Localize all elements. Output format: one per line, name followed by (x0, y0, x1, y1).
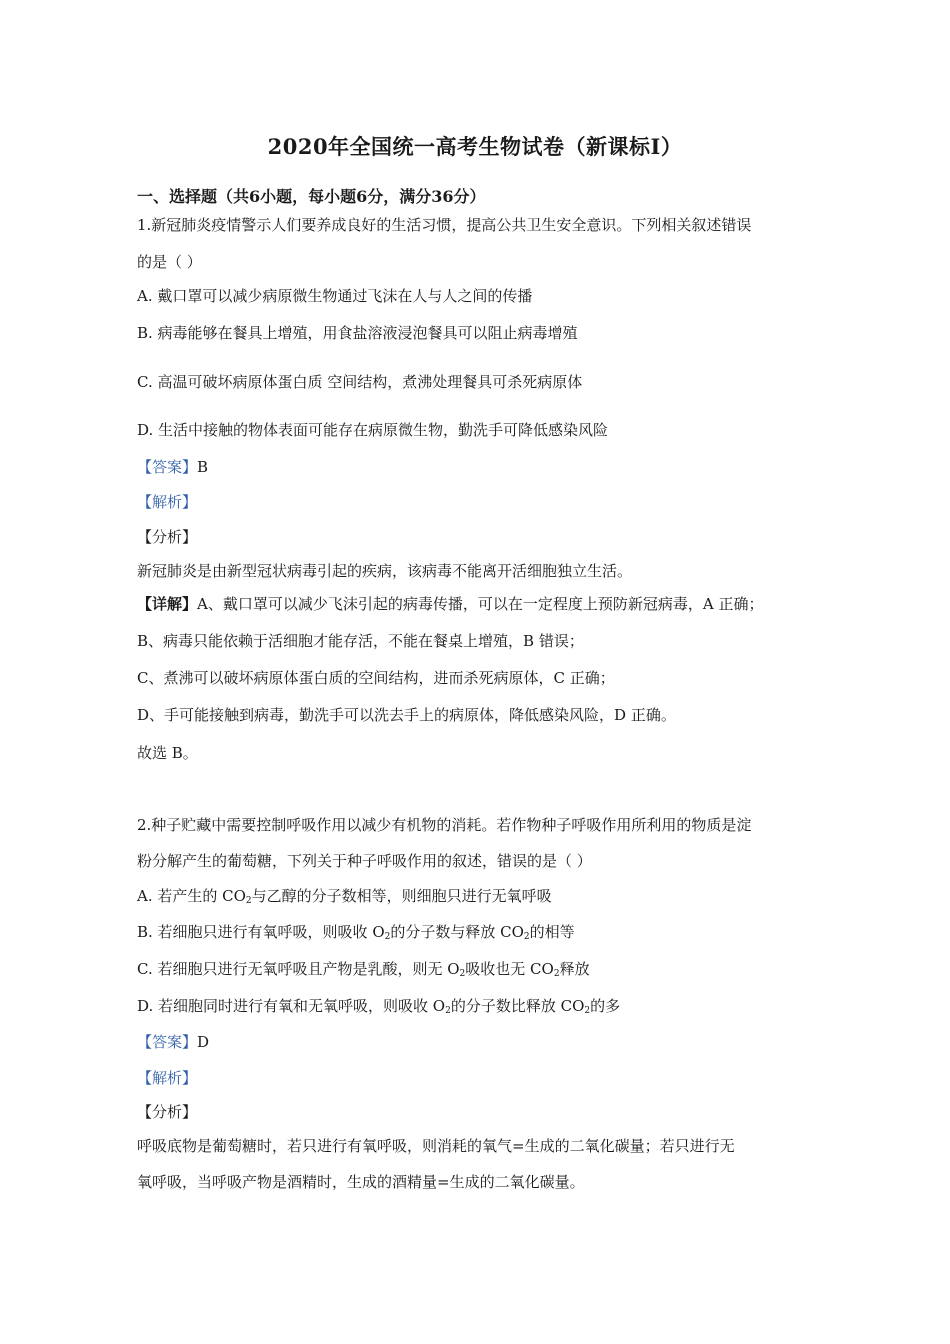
q1-answer (137, 456, 827, 478)
q2-option-c-part3: 释放 (559, 960, 590, 978)
q2-option-b-part1: B. 若细胞只进行有氧呼吸，则吸收 O (137, 923, 385, 941)
q2-option-d-part3: 的多 (590, 997, 621, 1015)
q2-option-a-part1: A. 若产生的 CO (137, 887, 246, 905)
q2-stem-line2: 粉分解产生的葡萄糖，下列关于种子呼吸作用的叙述，错误的是（ ） (137, 852, 592, 870)
q2-option-a (137, 885, 827, 907)
q2-option-b-sub1: 2 (384, 932, 391, 942)
q1-fenxi-text: 新冠肺炎是由新型冠状病毒引起的疾病，该病毒不能离开活细胞独立生活。 (137, 562, 633, 580)
q2-fenxi-tag: 【分析】 (137, 1103, 198, 1121)
q1-detail-d: D、手可能接触到病毒，勤洗手可以洗去手上的病原体，降低感染风险，D 正确。 (137, 706, 676, 724)
q2-option-a-part2: 与乙醇的分子数相等，则细胞只进行无氧呼吸 (251, 887, 552, 905)
q2-option-d-part2: 的分子数比释放 CO (450, 997, 585, 1015)
q2-option-c-part1: C. 若细胞只进行无氧呼吸且产物是乳酸，则无 O (137, 960, 460, 978)
q2-option-b-part2: 的分子数与释放 CO (390, 923, 524, 941)
detail-tag: 【详解】 (137, 595, 198, 613)
q2-option-b-part3: 的相等 (529, 923, 575, 941)
q2-fenxi-line2: 氧呼吸，当呼吸产物是酒精时，生成的酒精量=生成的二氧化碳量。 (137, 1173, 585, 1191)
q2-option-d (137, 995, 827, 1017)
q1-stem-line1: 1.新冠肺炎疫情警示人们要养成良好的生活习惯，提高公共卫生安全意识。下列相关叙述错误 (137, 216, 752, 234)
q2-option-d-sub2: 2 (584, 1006, 591, 1016)
q1-option-a: A. 戴口罩可以减少病原微生物通过飞沫在人与人之间的传播 (137, 287, 533, 305)
q2-option-c-part2: 吸收也无 CO (465, 960, 554, 978)
answer-tag: 【答案】 (137, 458, 198, 476)
q2-option-b-sub2: 2 (523, 932, 530, 942)
q2-option-a-sub1: 2 (245, 896, 252, 906)
q2-option-d-part1: D. 若细胞同时进行有氧和无氧呼吸，则吸收 O (137, 997, 446, 1015)
q1-stem-line2: 的是（ ） (137, 253, 202, 271)
answer-value: D (197, 1033, 210, 1051)
q1-detail-c: C、煮沸可以破坏病原体蛋白质的空间结构，进而杀死病原体，C 正确； (137, 669, 615, 687)
q1-detail-a (137, 593, 827, 615)
document-title: 2020年全国统一高考生物试卷（新课标Ⅰ） (267, 134, 683, 159)
q2-stem-line1: 2.种子贮藏中需要控制呼吸作用以减少有机物的消耗。若作物种子呼吸作用所利用的物质是淀 (137, 816, 752, 834)
q1-analysis-tag: 【解析】 (137, 493, 198, 511)
detail-a-text: A、戴口罩可以减少飞沫引起的病毒传播，可以在一定程度上预防新冠病毒，A 正确； (197, 595, 764, 613)
q1-option-c: C. 高温可破坏病原体蛋白质 空间结构，煮沸处理餐具可杀死病原体 (137, 373, 583, 391)
q1-fenxi-tag: 【分析】 (137, 528, 198, 546)
section-heading: 一、选择题（共6小题，每小题6分，满分36分） (137, 187, 486, 206)
q1-detail-b: B、病毒只能依赖于活细胞才能存活，不能在餐桌上增殖，B 错误； (137, 632, 584, 650)
answer-tag: 【答案】 (137, 1033, 198, 1051)
q2-option-c (137, 958, 827, 980)
q2-option-d-sub1: 2 (445, 1006, 451, 1016)
q2-fenxi-line1: 呼吸底物是葡萄糖时，若只进行有氧呼吸，则消耗的氧气=生成的二氧化碳量；若只进行无 (137, 1137, 735, 1155)
q1-option-d: D. 生活中接触的物体表面可能存在病原微生物，勤洗手可降低感染风险 (137, 421, 609, 439)
q2-analysis-tag: 【解析】 (137, 1069, 198, 1087)
q2-option-b (137, 921, 827, 943)
q1-option-b: B. 病毒能够在餐具上增殖，用食盐溶液浸泡餐具可以阻止病毒增殖 (137, 324, 578, 342)
q2-answer (137, 1031, 827, 1053)
q2-option-c-sub2: 2 (553, 969, 560, 979)
q2-option-c-sub1: 2 (459, 969, 466, 979)
answer-value: B (197, 458, 209, 476)
q1-conclusion: 故选 B。 (137, 744, 198, 762)
